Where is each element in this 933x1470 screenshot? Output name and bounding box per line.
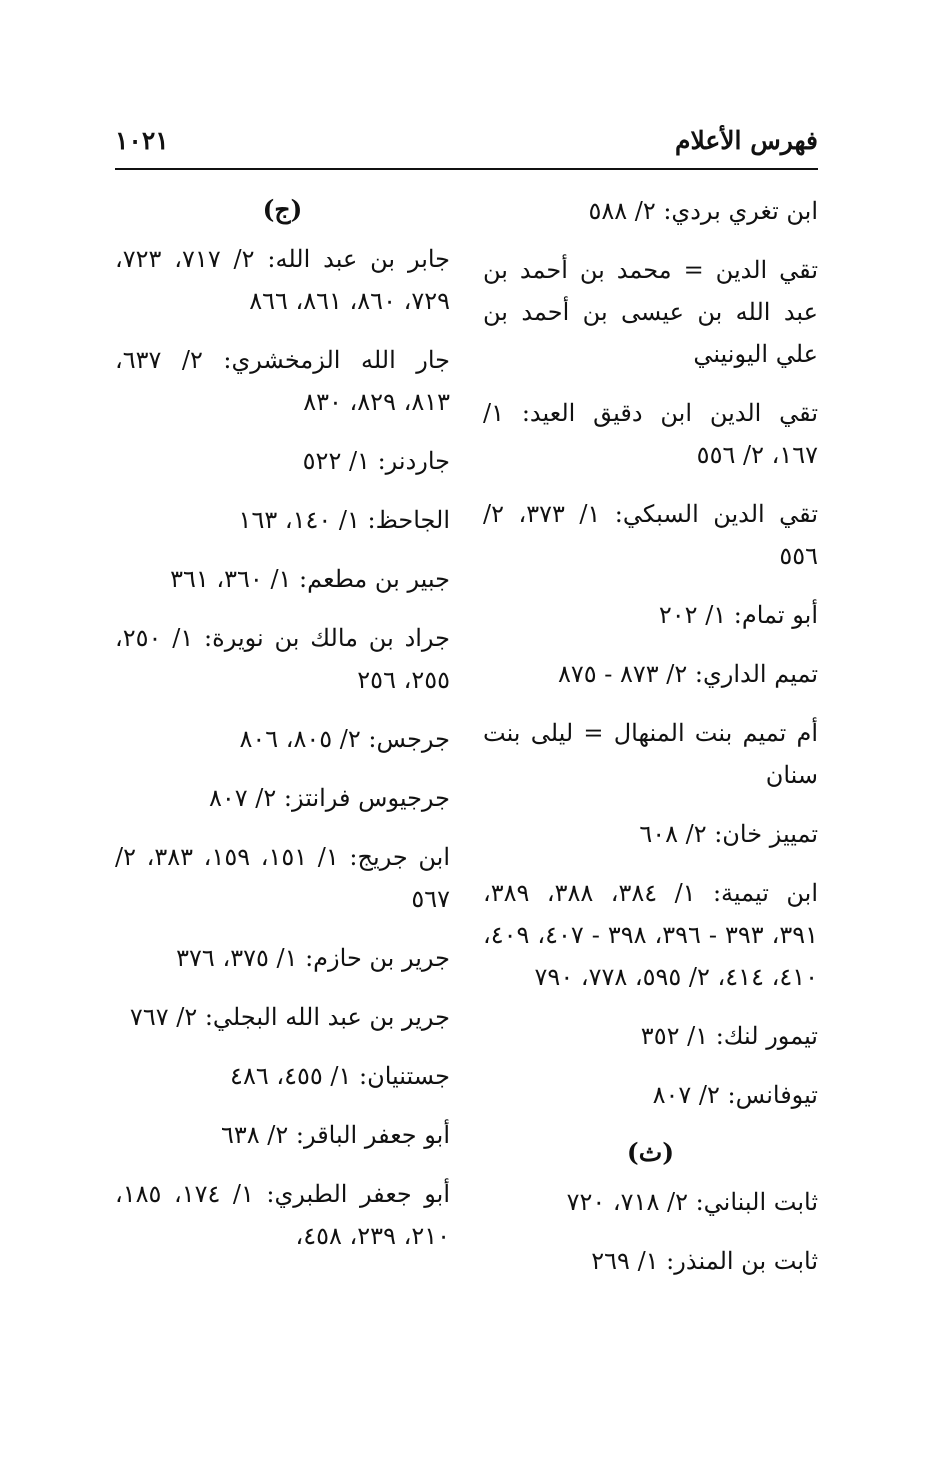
- index-entry: جابر بن عبد الله: ٢/ ٧١٧، ٧٢٣، ٧٢٩، ٨٦٠، ٨٦١، ٨٦٦: [115, 245, 451, 315]
- index-entry: جاردنر: ١/ ٥٢٢: [302, 447, 450, 475]
- index-entry: أبو جعفر الطبري: ١/ ١٧٤، ١٨٥، ٢١٠، ٢٣٩، ٤٥٨،: [115, 1180, 451, 1250]
- index-entry: تيوفانس: ٢/ ٨٠٧: [652, 1081, 818, 1109]
- index-entry: أم تميم بنت المنهال = ليلى بنت سنان: [483, 719, 818, 789]
- section-heading: (ج): [262, 195, 303, 224]
- index-entry: جرجيوس فرانتز: ٢/ ٨٠٧: [208, 784, 450, 812]
- section-heading: (ث): [626, 1138, 675, 1167]
- index-entry: تقي الدين السبكي: ١/ ٣٧٣، ٢/ ٥٥٦: [483, 500, 818, 570]
- index-entry: جراد بن مالك بن نويرة: ١/ ٢٥٠، ٢٥٥، ٢٥٦: [115, 624, 450, 694]
- page-header: [115, 118, 818, 170]
- index-title: فهرس الأعلام: [674, 126, 818, 155]
- index-column-right: [483, 190, 818, 1299]
- index-entry: تميم الداري: ٢/ ٨٧٣ - ٨٧٥: [557, 660, 818, 688]
- page-number: ١٠٢١: [115, 126, 169, 155]
- index-entry: جرجس: ٢/ ٨٠٥، ٨٠٦: [239, 725, 450, 753]
- index-entry: جار الله الزمخشري: ٢/ ٦٣٧، ٨١٣، ٨٢٩، ٨٣٠: [115, 346, 450, 416]
- index-entry: تيمور لنك: ١/ ٣٥٢: [640, 1022, 818, 1050]
- index-entry: أبو تمام: ١/ ٢٠٢: [658, 601, 818, 629]
- index-entry: ابن جريج: ١/ ١٥١، ١٥٩، ٣٨٣، ٢/ ٥٦٧: [115, 843, 451, 913]
- index-entry: ثابت البناني: ٢/ ٧١٨، ٧٢٠: [566, 1188, 818, 1216]
- index-entry: الجاحظ: ١/ ١٤٠، ١٦٣: [238, 506, 450, 534]
- index-entry: جرير بن عبد الله البجلي: ٢/ ٧٦٧: [129, 1003, 450, 1031]
- index-entry: تقي الدين ابن دقيق العيد: ١/ ١٦٧، ٢/ ٥٥٦: [483, 399, 818, 469]
- index-entry: جرير بن حازم: ١/ ٣٧٥، ٣٧٦: [176, 944, 450, 972]
- index-entry: ابن تغري بردي: ٢/ ٥٨٨: [588, 197, 818, 225]
- index-entry: أبو جعفر الباقر: ٢/ ٦٣٨: [220, 1121, 450, 1149]
- index-entry: ابن تيمية: ١/ ٣٨٤، ٣٨٨، ٣٨٩، ٣٩١، ٣٩٣ - ٣٩٦، ٣٩٨ - ٤٠٧، ٤٠٩، ٤١٠، ٤١٤، ٢/ ٥٩٥، ٧٧٨، ٧٩٠: [483, 879, 819, 991]
- index-entry: جبير بن مطعم: ١/ ٣٦٠، ٣٦١: [170, 565, 450, 593]
- index-entry: تمييز خان: ٢/ ٦٠٨: [639, 820, 818, 848]
- index-column-left: [115, 190, 450, 1274]
- index-entry: تقي الدين = محمد بن أحمد بن عبد الله بن عيسى بن أحمد بن علي اليونيني: [483, 256, 818, 368]
- index-entry: جستنيان: ١/ ٤٥٥، ٤٨٦: [230, 1062, 450, 1090]
- index-entry: ثابت بن المنذر: ١/ ٢٦٩: [591, 1247, 818, 1275]
